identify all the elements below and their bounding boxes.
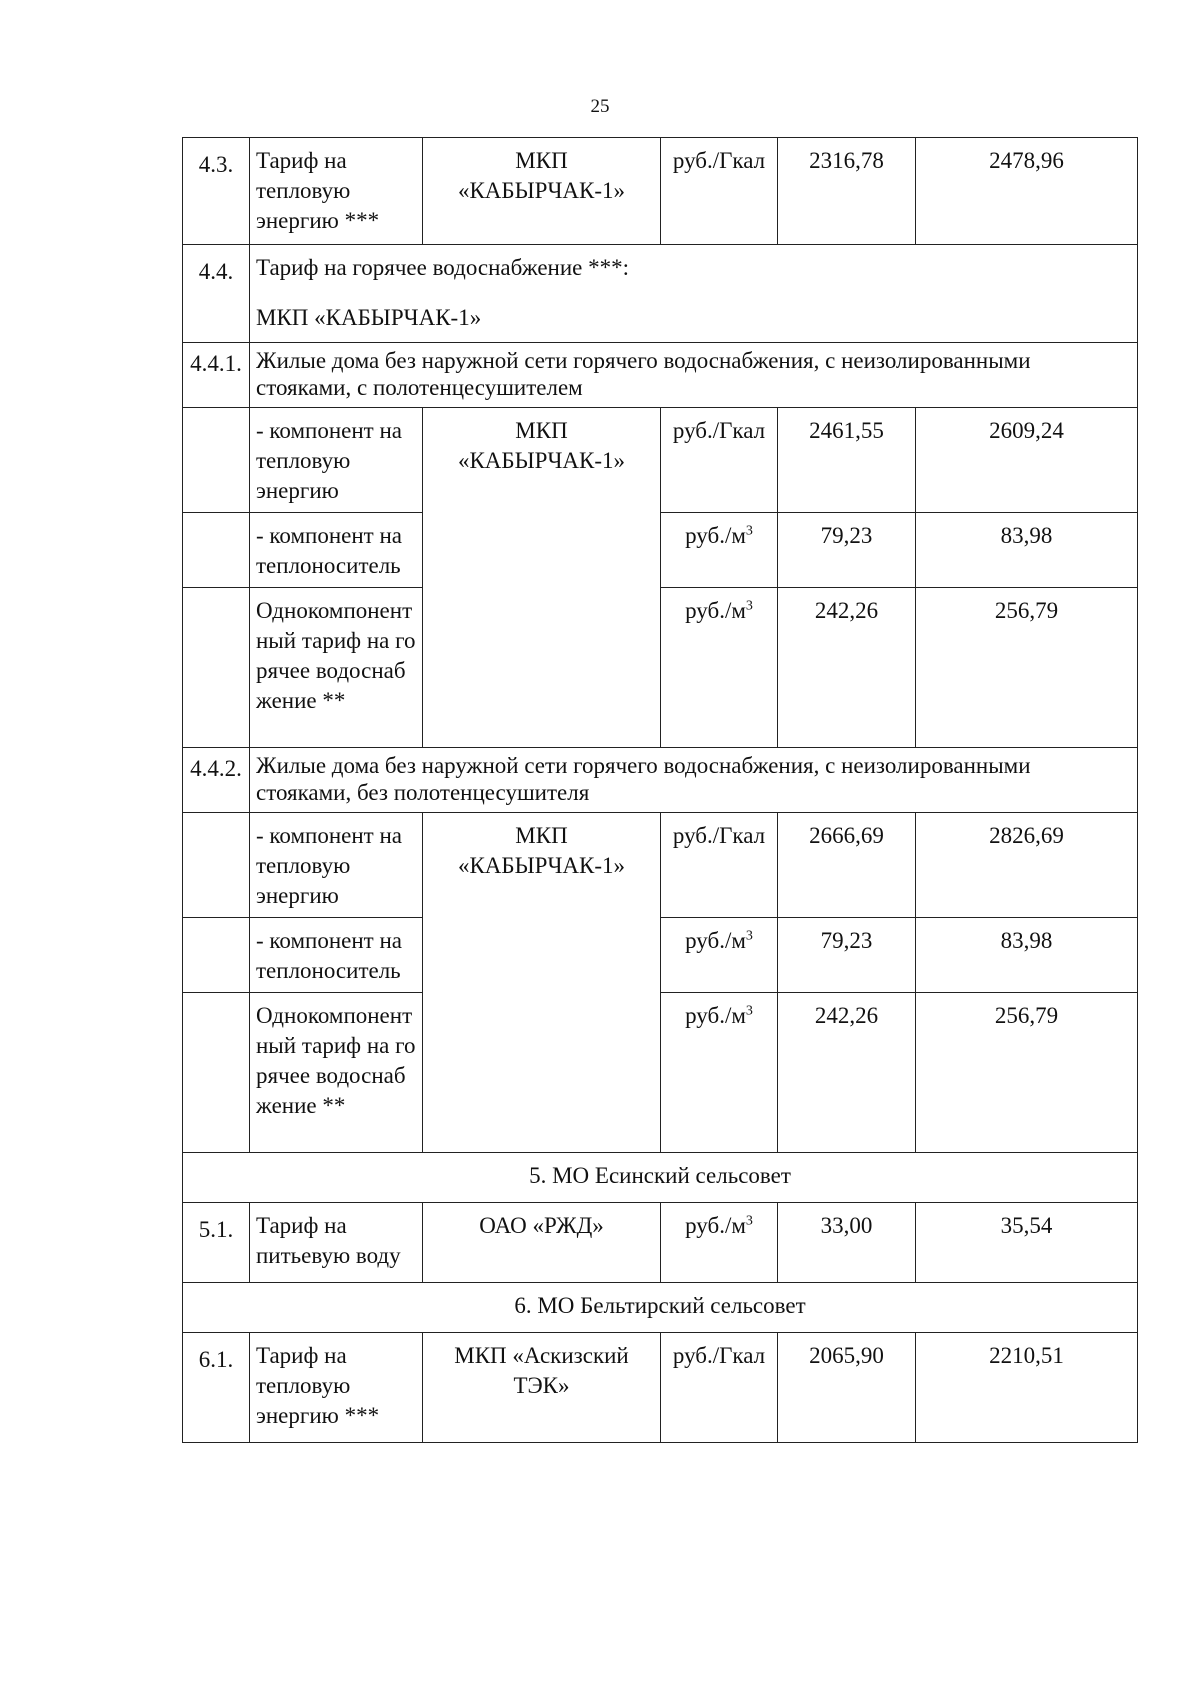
value-cell-1: 2065,90: [778, 1333, 916, 1443]
tariff-table: [182, 137, 1138, 1443]
table-row: [183, 748, 1138, 813]
value-cell-1: 2461,55: [778, 408, 916, 513]
unit-cell: [661, 1203, 778, 1283]
component-name: - компонент на теплоноситель: [250, 513, 423, 588]
table-row: [183, 588, 1138, 748]
unit-cell: [661, 513, 778, 588]
organization-name: МКП «КАБЫРЧАК-1»: [423, 408, 661, 748]
value-cell-2: 256,79: [916, 993, 1138, 1153]
section-title: 5. МО Есинский сельсовет: [183, 1153, 1138, 1203]
value-cell-2: 2609,24: [916, 408, 1138, 513]
table-row: [183, 513, 1138, 588]
value-cell-2: 35,54: [916, 1203, 1138, 1283]
value-cell-2: 2478,96: [916, 138, 1138, 245]
row-number: [183, 513, 250, 588]
component-name: - компонент на тепловую энергию: [250, 813, 423, 918]
unit-cell: [661, 408, 778, 513]
organization-name: МКП «КАБЫРЧАК-1»: [423, 813, 661, 1153]
table-row: [183, 918, 1138, 993]
organization-name: ОАО «РЖД»: [423, 1203, 661, 1283]
table-row: [183, 138, 1138, 245]
subsection-title: Жилые дома без наружной сети горячего водоснабжения, с неизолированными стояками, с полотенцесушителем: [250, 343, 1138, 408]
row-number: [183, 918, 250, 993]
value-cell-2: 83,98: [916, 918, 1138, 993]
table-row: [183, 245, 1138, 343]
row-number: [183, 993, 250, 1153]
unit-cell: [661, 813, 778, 918]
component-name: Однокомпонентный тариф на горячее водоснабжение **: [250, 588, 423, 748]
unit-text: руб./м: [685, 1213, 746, 1238]
unit-superscript: 3: [745, 928, 753, 944]
organization-name: МКП «КАБЫРЧАК-1»: [423, 138, 661, 245]
unit-superscript: 3: [745, 1213, 753, 1229]
row-number: 4.3.: [183, 138, 250, 245]
component-name: - компонент на тепловую энергию: [250, 408, 423, 513]
value-cell-1: 242,26: [778, 993, 916, 1153]
value-cell-2: 2210,51: [916, 1333, 1138, 1443]
unit-text: руб./м: [685, 1003, 746, 1028]
unit-superscript: 3: [745, 523, 753, 539]
section-title: 6. МО Бельтирский сельсовет: [183, 1283, 1138, 1333]
table-row: [183, 1333, 1138, 1443]
value-cell-1: 2666,69: [778, 813, 916, 918]
tariff-name: Тариф на тепловую энергию ***: [250, 138, 423, 245]
value-cell-2: 83,98: [916, 513, 1138, 588]
unit-text: руб./м: [685, 598, 746, 623]
section-title: Тариф на горячее водоснабжение ***:: [256, 255, 630, 280]
row-number: [183, 408, 250, 513]
row-number: 4.4.2.: [183, 748, 250, 813]
table-row: [183, 1153, 1138, 1203]
value-cell-2: 2826,69: [916, 813, 1138, 918]
unit-text: руб./Гкал: [672, 418, 766, 443]
row-number: 5.1.: [183, 1203, 250, 1283]
unit-cell: руб./Гкал: [661, 1333, 778, 1443]
unit-cell: руб./Гкал: [661, 138, 778, 245]
row-number: 4.4.1.: [183, 343, 250, 408]
organization-name: МКП «КАБЫРЧАК-1»: [256, 305, 482, 330]
row-number: [183, 813, 250, 918]
row-number: [183, 588, 250, 748]
table-row: [183, 343, 1138, 408]
unit-cell: [661, 918, 778, 993]
table-row: [183, 813, 1138, 918]
unit-superscript: 3: [745, 598, 753, 614]
unit-text: руб./Гкал: [672, 823, 766, 848]
value-cell-1: 242,26: [778, 588, 916, 748]
value-cell-2: 256,79: [916, 588, 1138, 748]
page-number: 25: [590, 96, 610, 117]
row-number: 6.1.: [183, 1333, 250, 1443]
table-row: [183, 1203, 1138, 1283]
organization-name: МКП «Аскизский ТЭК»: [423, 1333, 661, 1443]
unit-cell: [661, 993, 778, 1153]
value-cell-1: 33,00: [778, 1203, 916, 1283]
row-number: 4.4.: [183, 245, 250, 343]
unit-text: руб./м: [685, 928, 746, 953]
table-row: [183, 993, 1138, 1153]
tariff-name: Тариф на тепловую энергию ***: [250, 1333, 423, 1443]
table-row: [183, 408, 1138, 513]
unit-text: руб./м: [685, 523, 746, 548]
component-name: Однокомпонентный тариф на горячее водоснабжение **: [250, 993, 423, 1153]
table-row: [183, 1283, 1138, 1333]
unit-superscript: 3: [745, 1003, 753, 1019]
value-cell-1: 79,23: [778, 513, 916, 588]
value-cell-1: 79,23: [778, 918, 916, 993]
tariff-name: Тариф на питьевую воду: [250, 1203, 423, 1283]
component-name: - компонент на теплоноситель: [250, 918, 423, 993]
section-heading: [250, 245, 1138, 343]
unit-cell: [661, 588, 778, 748]
value-cell-1: 2316,78: [778, 138, 916, 245]
subsection-title: Жилые дома без наружной сети горячего водоснабжения, с неизолированными стояками, без полотенцесушителя: [250, 748, 1138, 813]
